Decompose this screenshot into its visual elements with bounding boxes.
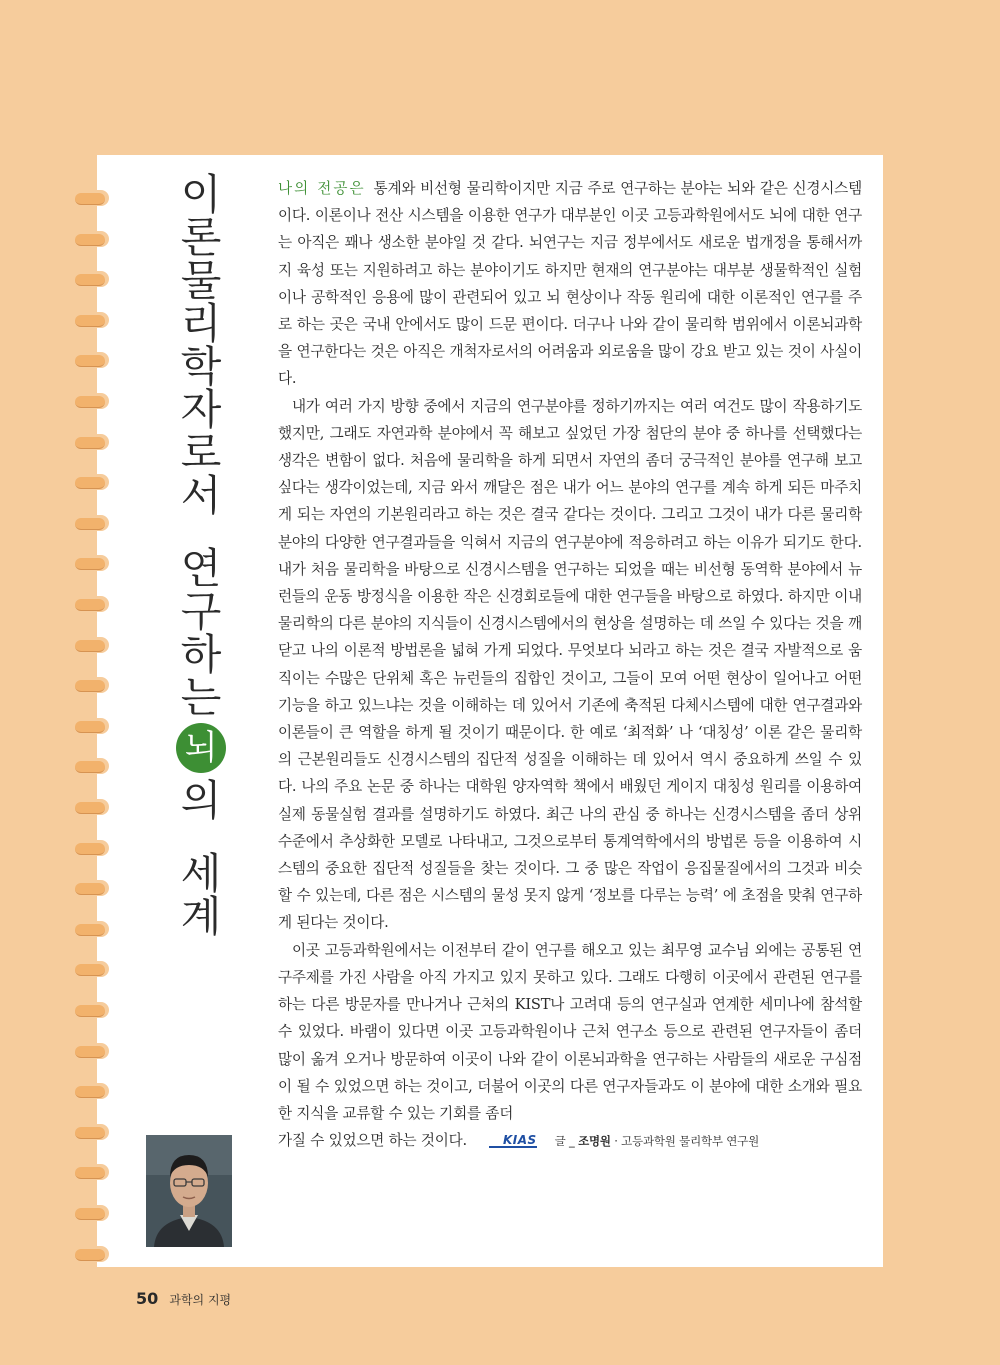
paragraph-3: [278, 937, 862, 1156]
author-portrait-image: [146, 1135, 232, 1247]
binding-ring: [75, 799, 109, 815]
binding-ring: [75, 434, 109, 450]
binding-ring: [75, 515, 109, 531]
author-affiliation: · 고등과학원 물리학부 연구원: [614, 1134, 759, 1149]
page-number: 50: [136, 1289, 159, 1308]
title-character: 로: [180, 428, 222, 477]
binding-ring: [75, 961, 109, 977]
title-character: 계: [180, 892, 222, 941]
binding-ring: [75, 555, 109, 571]
binding-ring: [75, 718, 109, 734]
byline: [555, 1134, 759, 1148]
binding-ring: [75, 1246, 109, 1262]
signature-line: [278, 1132, 759, 1149]
article-page: [97, 155, 883, 1267]
magazine-name: 과학의 지평: [169, 1293, 232, 1307]
paragraph-3-text: 이곳 고등과학원에서는 이전부터 같이 연구를 해오고 있는 최무영 교수님 외에는 공통된 연구주제를 가진 사람을 아직 가지고 있지 못하고 있다. 그래도 다행히 이곳에서 관련된 연구를 하는 다른 방문자를 만나거나 근처의 KIST나 고려대 등의 연구실과 연계한 세미나에 참석할 수 있었다. 바램이 있다면 이곳 고등과학원이나 근처 연구소 등으로 관련된 연구자들이 좀더 많이 옮겨 오거나 방문하여 이곳이 나와 같이 이론뇌과학을 연구하는 사람들의 새로운 구심점이 될 수 있었으면 하는 것이고, 더불어 이곳의 다른 연구자들과도 이 분야에 대한 소개와 필요한 지식을 교류할 수 있는 기회를 좀더: [278, 941, 862, 1122]
author-photo: [146, 1135, 232, 1247]
binding-ring: [75, 677, 109, 693]
binding-ring: [75, 1164, 109, 1180]
page-footer: [136, 1289, 231, 1308]
article-title: [155, 170, 247, 941]
binding-ring: [75, 1205, 109, 1221]
binding-ring: [75, 474, 109, 490]
title-highlight-circle: 뇌: [176, 723, 226, 773]
title-character: 자: [180, 385, 222, 434]
binding-ring: [75, 1002, 109, 1018]
binding-ring: [75, 393, 109, 409]
paragraph-1: [278, 175, 862, 393]
title-character: 물: [180, 256, 222, 305]
binding-ring: [75, 352, 109, 368]
title-character: 학: [180, 342, 222, 391]
binding-ring: [75, 840, 109, 856]
binding-ring: [75, 596, 109, 612]
binding-ring: [75, 190, 109, 206]
title-character: 의: [180, 776, 222, 825]
binding-ring: [75, 1124, 109, 1140]
author-name: 조명원: [578, 1134, 611, 1149]
title-character: 구: [180, 587, 222, 636]
binding-ring: [75, 1083, 109, 1099]
byline-prefix: 글 _: [554, 1134, 575, 1149]
binding-ring: [75, 1043, 109, 1059]
paragraph-2: 내가 여러 가지 방향 중에서 지금의 연구분야를 정하기까지는 여러 여건도 많이 작용하기도 했지만, 그래도 자연과학 분야에서 꼭 해보고 싶었던 가장 첨단의 분야 중 하나를 선택했다는 생각은 변함이 없다. 처음에 물리학을 하게 되면서 자연의 좀더 궁극적인 분야를 연구해 보고 싶다는 생각이었는데, 지금 와서 깨달은 점은 내가 어느 분야의 연구를 계속 하게 되든 마주치게 되는 자연의 기본원리라고 하는 것은 결국 같다는 것이다. 그리고 그것이 내가 다른 물리학 분야의 다양한 연구결과들을 익혀서 지금의 연구분야에 적응하려고 하는 이유가 되기도 한다. 내가 처음 물리학을 바탕으로 신경시스템을 연구하는 되었을 때는 비선형 동역학 분야에서 뉴런들의 운동 방정식을 이용한 작은 신경회로들에 대한 연구들을 바탕으로 하였다. 하지만 이내 물리학의 다른 분야의 지식들이 신경시스템에서의 현상을 설명하는 데 쓰일 수 있다는 것을 깨닫고 나의 이론적 방법론을 넓혀 가게 되었다. 무엇보다 뇌라고 하는 것은 결국 자발적으로 움직이는 수많은 단위체 혹은 뉴런들의 집합인 것이고, 그들이 모여 어떤 현상이 일어나고 어떤 기능을 하고 있느냐는 것을 이해하는 데 있어서 기존에 축적된 다체시스템에 대한 연구결과와 이론들이 큰 역할을 하게 될 것이기 때문이다. 한 예로 ‘최적화’ 나 ‘대칭성’ 이론 같은 물리학의 근본원리들도 신경시스템의 집단적 성질을 이해하는 데 있어서 역시 중요하게 쓰일 수 있다. 나의 주요 논문 중 하나는 대학원 양자역학 책에서 배웠던 게이지 대칭성 원리를 이용하여 실제 동물실험 결과를 설명하기도 하였다. 최근 나의 관심 중 하나는 신경시스템을 좀더 상위 수준에서 추상화한 모델로 나타내고, 그것으로부터 통계역학에서의 방법론 등을 이용하여 시스템의 중요한 집단적 성질들을 찾는 것이다. 그 중 많은 작업이 응집물질에서의 그것과 비슷할 수 있는데, 다른 점은 시스템의 물성 못지 않게 ‘정보를 다루는 능력’ 에 초점을 맞춰 연구하게 된다는 것이다.: [278, 397, 862, 932]
paragraph-3-end: 가질 수 있었으면 하는 것이다.: [278, 1132, 467, 1150]
binding-ring: [75, 880, 109, 896]
title-character: 세: [180, 849, 222, 898]
title-character: 이: [180, 170, 222, 219]
title-character: 하: [180, 630, 222, 679]
kias-logo: KIAS: [489, 1134, 537, 1148]
binding-ring: [75, 231, 109, 247]
title-character: 론: [180, 213, 222, 262]
article-body: [278, 175, 862, 1155]
title-character: 는: [180, 673, 222, 722]
binding-ring: [75, 637, 109, 653]
title-character: 서: [180, 471, 222, 520]
title-character: 리: [180, 299, 222, 348]
binding-ring: [75, 758, 109, 774]
lead-phrase: 나의 전공은: [278, 180, 366, 197]
binding-ring: [75, 312, 109, 328]
binding-ring: [75, 921, 109, 937]
binding-ring: [75, 271, 109, 287]
title-character: 연: [180, 544, 222, 593]
paragraph-1-text: 통계와 비선형 물리학이지만 지금 주로 연구하는 분야는 뇌와 같은 신경시스템이다. 이론이나 전산 시스템을 이용한 연구가 대부분인 이곳 고등과학원에서도 뇌에 대한 연구는 아직은 꽤나 생소한 분야일 것 같다. 뇌연구는 지금 정부에서도 새로운 법개정을 통해서까지 육성 또는 지원하려고 하는 분야이기도 하지만 현재의 연구분야는 대부분 생물학적인 실험이나 공학적인 응용에 많이 관련되어 있고 뇌 현상이나 작동 원리에 대한 이론적인 연구를 주로 하는 곳은 국내 안에서도 많이 드문 편이다. 더구나 나와 같이 물리학 범위에서 이론뇌과학을 연구한다는 것은 아직은 개척자로서의 어려움과 외로움을 많이 강요 받고 있는 것이 사실이다.: [278, 180, 862, 388]
